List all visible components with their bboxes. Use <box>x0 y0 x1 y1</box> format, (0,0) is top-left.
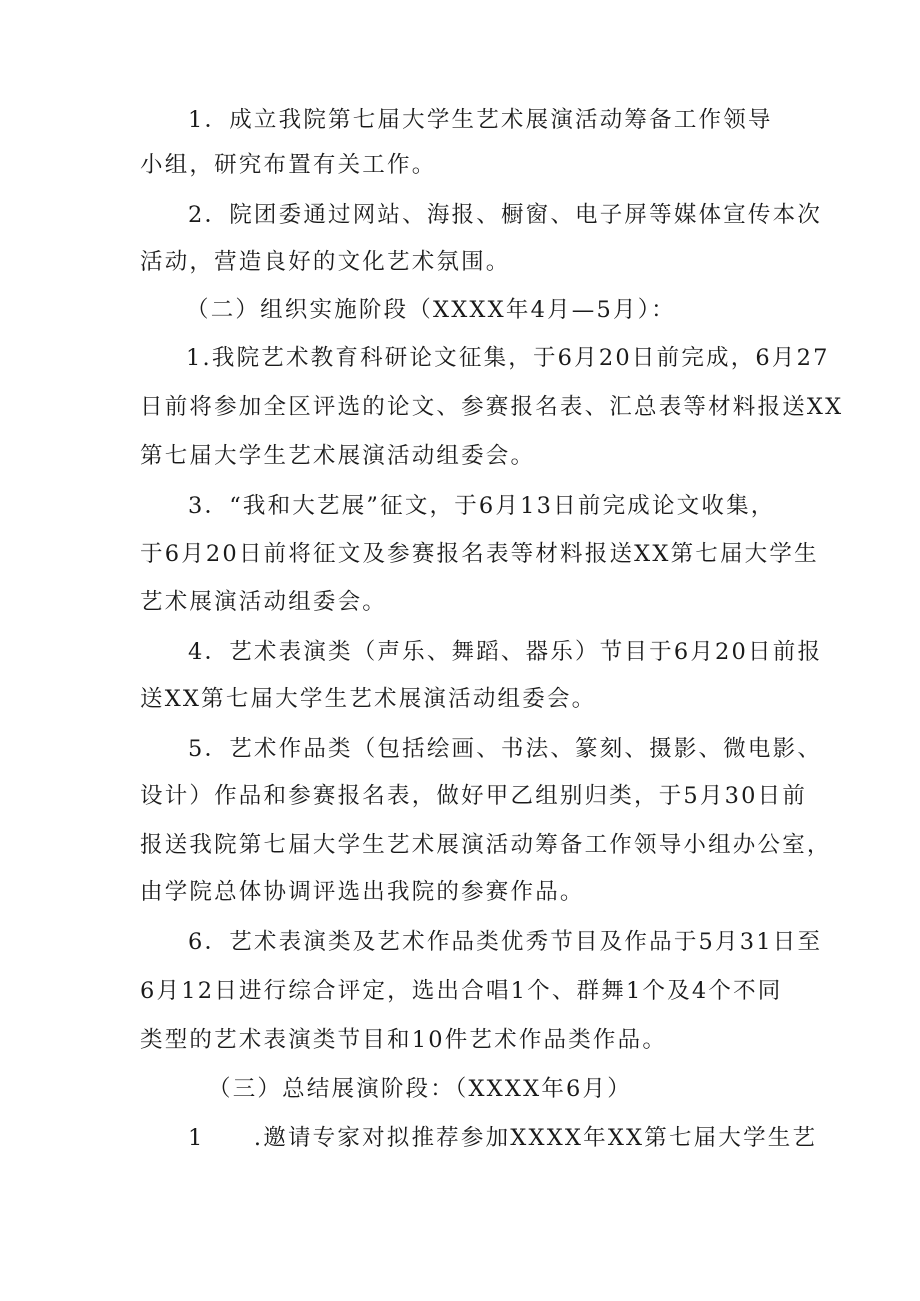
paragraph-3-line-3: 第七届大学生艺术展演活动组委会。 <box>140 443 536 469</box>
paragraph-6-line-1: 5．艺术作品类（包括绘画、书法、篆刻、摄影、微电影、 <box>188 736 823 762</box>
paragraph-4-line-3: 艺术展演活动组委会。 <box>140 589 388 615</box>
paragraph-5-line-2: 送XX第七届大学生艺术展演活动组委会。 <box>140 686 597 712</box>
paragraph-3-line-2: 日前将参加全区评选的论文、参赛报名表、汇总表等材料报送XX <box>140 394 844 420</box>
paragraph-6-line-2: 设计）作品和参赛报名表，做好甲乙组别归类，于5月30日前 <box>140 783 808 809</box>
paragraph-4-line-2: 于6月20日前将征文及参赛报名表等材料报送XX第七届大学生 <box>140 541 819 567</box>
paragraph-1-line-2: 小组，研究布置有关工作。 <box>140 152 437 178</box>
paragraph-2-line-2: 活动，营造良好的文化艺术氛围。 <box>140 249 511 275</box>
section-heading-3: （三）总结展演阶段：（XXXX年6月） <box>208 1076 632 1102</box>
paragraph-6-line-4: 由学院总体协调评选出我院的参赛作品。 <box>140 879 585 905</box>
paragraph-5-line-1: 4．艺术表演类（声乐、舞蹈、器乐）节目于6月20日前报 <box>188 639 823 665</box>
paragraph-7-line-2: 6月12日进行综合评定，选出合唱1个、群舞1个及4个不同 <box>140 978 783 1004</box>
paragraph-7-line-1: 6．艺术表演类及艺术作品类优秀节目及作品于5月31日至 <box>188 929 823 955</box>
paragraph-2-line-1: 2．院团委通过网站、海报、橱窗、电子屏等媒体宣传本次 <box>188 202 823 228</box>
section-heading-2: （二）组织实施阶段（XXXX年4月—5月）： <box>186 297 676 323</box>
paragraph-3-line-1: 1.我院艺术教育科研论文征集，于6月20日前完成，6月27 <box>186 345 830 371</box>
paragraph-4-line-1: 3．“我和大艺展”征文，于6月13日前完成论文收集， <box>188 493 776 519</box>
paragraph-7-line-3: 类型的艺术表演类节目和10件艺术作品类作品。 <box>140 1027 668 1053</box>
paragraph-8-line-1: 1 .邀请专家对拟推荐参加XXXX年XX第七届大学生艺 <box>188 1125 818 1151</box>
paragraph-1-line-1: 1．成立我院第七届大学生艺术展演活动筹备工作领导 <box>188 107 773 133</box>
paragraph-6-line-3: 报送我院第七届大学生艺术展演活动筹备工作领导小组办公室， <box>140 832 832 858</box>
